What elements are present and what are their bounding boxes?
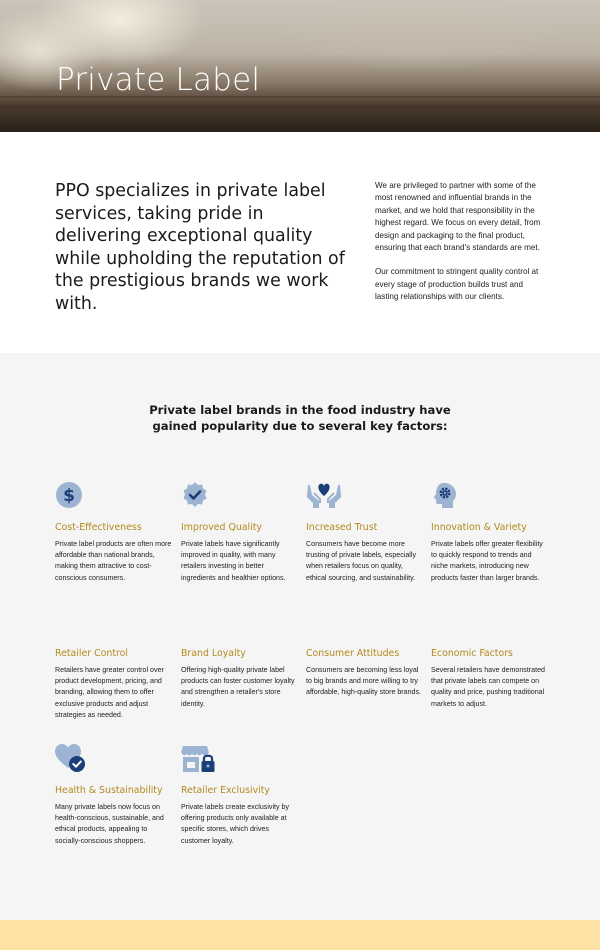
heart-check-icon bbox=[55, 744, 85, 774]
factor-description: Private labels offer greater flexibility to quickly respond to trends and niche markets, introducing new products faster than larger brands. bbox=[431, 540, 543, 582]
factor-description: Consumers are becoming less loyal to big brands and more willing to try affordable, high-quality store brands. bbox=[306, 666, 422, 697]
factor-title: Retailer Control bbox=[55, 648, 128, 659]
factor-card bbox=[181, 481, 299, 591]
factor-title: Consumer Attitudes bbox=[306, 648, 400, 659]
dollar-coin-icon bbox=[55, 481, 85, 511]
factor-description: Private labels create exclusivity by offering products only available at specific stores, which drives customer loyalty. bbox=[181, 803, 290, 845]
factor-title: Health & Sustainability bbox=[55, 785, 163, 796]
factor-description: Consumers have become more trusting of private labels, especially when retailers focus on quality, ethical sourcing, and sustainability. bbox=[306, 540, 417, 582]
hero-banner bbox=[0, 0, 600, 132]
factor-card bbox=[431, 481, 549, 591]
factor-card bbox=[181, 744, 299, 854]
intro-lead: PPO specializes in private label services, taking pride in delivering exceptional quality while upholding the reputation of the prestigious brands we work with. bbox=[55, 181, 345, 314]
hands-heart-icon bbox=[306, 481, 342, 511]
intro-paragraph: We are privileged to partner with some of the most renowned and influential brands in the market, and we hold that responsibility in the highest regard. We focus on every detail, from design and packaging to the final product, ensuring that each brand's standards are met. bbox=[375, 181, 541, 253]
factor-title: Brand Loyalty bbox=[181, 648, 246, 659]
factor-title: Improved Quality bbox=[181, 522, 262, 533]
store-lock-icon bbox=[181, 744, 217, 774]
intro-paragraph: Our commitment to stringent quality control at every stage of production builds trust and lasting relationships with our clients. bbox=[375, 267, 539, 302]
intro-section bbox=[0, 132, 600, 353]
factor-description: Many private labels now focus on health-conscious, sustainable, and ethical products, appealing to socially-conscious shoppers. bbox=[55, 803, 164, 845]
factor-title: Retailer Exclusivity bbox=[181, 785, 270, 796]
intro-body bbox=[375, 180, 545, 304]
factor-title: Cost-Effectiveness bbox=[55, 522, 142, 533]
hero-texture-line bbox=[0, 106, 600, 108]
hero-texture-line bbox=[0, 118, 600, 120]
factor-title: Economic Factors bbox=[431, 648, 513, 659]
factor-card bbox=[306, 481, 424, 591]
factor-card bbox=[306, 648, 424, 728]
factor-title: Innovation & Variety bbox=[431, 522, 527, 533]
page-title: Private Label bbox=[56, 62, 261, 98]
factor-card bbox=[431, 648, 549, 728]
factor-card bbox=[55, 481, 173, 591]
factor-description: Private labels have significantly improved in quality, with many retailers investing in better ingredients and healthier options. bbox=[181, 540, 286, 582]
quality-badge-icon bbox=[181, 481, 211, 511]
factor-title: Increased Trust bbox=[306, 522, 378, 533]
factors-section bbox=[0, 353, 600, 920]
factor-description: Retailers have greater control over product development, pricing, and branding, allowing them to offer exclusive products and adjust strategies as needed. bbox=[55, 666, 164, 719]
factors-heading: Private label brands in the food industry have gained popularity due to several key factors: bbox=[149, 403, 451, 433]
factor-card bbox=[55, 648, 173, 728]
factor-description: Several retailers have demonstrated that private labels can compete on quality and price, pushing traditional markets to adjust. bbox=[431, 666, 545, 708]
factor-description: Offering high-quality private label products can foster customer loyalty and strengthen a retailer's store identity. bbox=[181, 666, 295, 708]
footer-band bbox=[0, 920, 600, 950]
head-gear-icon bbox=[431, 481, 461, 511]
svg-text:$: $ bbox=[63, 486, 75, 506]
factor-description: Private label products are often more affordable than national brands, making them attractive to cost-conscious consumers. bbox=[55, 540, 172, 582]
factor-card bbox=[55, 744, 173, 854]
factor-card bbox=[181, 648, 299, 728]
